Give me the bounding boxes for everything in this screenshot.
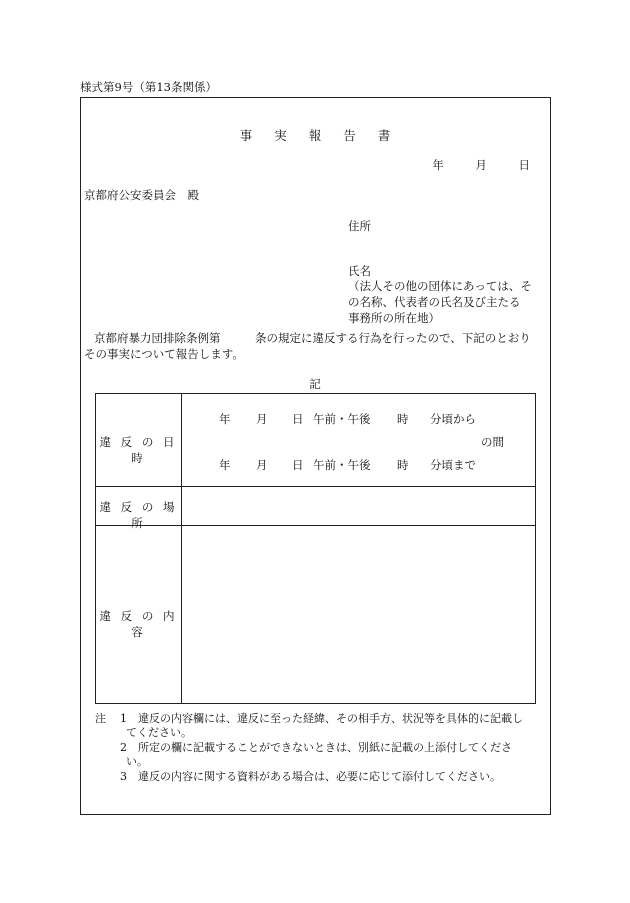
notes-prefix: 注 [95, 712, 106, 725]
form-number: 様式第9号（第13条関係） [80, 80, 217, 94]
note-number: 2 [120, 741, 127, 754]
note-text: てください。 [126, 726, 192, 739]
from-year: 年 [219, 412, 231, 426]
to-minute: 分頃まで [430, 458, 476, 472]
to-year: 年 [219, 458, 231, 472]
violation-table [95, 393, 536, 704]
to-ampm: 午前・午後 [313, 458, 371, 472]
body-text-line: その事実について報告します。 [84, 347, 244, 361]
from-ampm: 午前・午後 [313, 412, 371, 426]
from-minute: 分頃から [430, 412, 476, 426]
note-text: い。 [126, 755, 148, 768]
note-text: 違反の内容欄には、違反に至った経緯、その相手方、状況等を具体的に記載し [138, 712, 523, 725]
name-note-line: の名称、代表者の氏名及び主たる [348, 295, 521, 309]
name-note-line: 事務所の所在地） [348, 311, 440, 325]
ki-heading: 記 [309, 377, 321, 391]
from-day: 日 [292, 412, 304, 426]
note-number: 3 [120, 770, 127, 783]
name-label: 氏名 [348, 264, 371, 278]
document-title: 事実報告書 [239, 128, 413, 143]
name-note-line: （法人その他の団体にあっては、そ [348, 279, 532, 293]
body-text-line: 京都府暴力団排除条例第 条の規定に違反する行為を行ったので、下記のとおり [94, 331, 531, 345]
report-date [410, 160, 530, 172]
place-label: 違 反 の 場 所 [99, 500, 178, 530]
date-year: 年 [432, 158, 444, 172]
date-month: 月 [475, 158, 487, 172]
to-day: 日 [292, 458, 304, 472]
content-label: 違 反 の 内 容 [99, 609, 178, 639]
to-month: 月 [256, 458, 268, 472]
datetime-label: 違 反 の 日 時 [99, 435, 178, 465]
addressee: 京都府公安委員会 殿 [84, 188, 199, 202]
table-row-divider [96, 486, 535, 487]
from-month: 月 [256, 412, 268, 426]
from-hour: 時 [397, 412, 409, 426]
note-number: 1 [120, 712, 127, 725]
date-day: 日 [518, 158, 530, 172]
note-text: 所定の欄に記載することができないときは、別紙に記載の上添付してくださ [138, 741, 512, 754]
table-column-divider [181, 394, 182, 703]
to-hour: 時 [397, 458, 409, 472]
between-text: の間 [481, 435, 504, 449]
address-label: 住所 [348, 219, 371, 233]
note-text: 違反の内容に関する資料がある場合は、必要に応じて添付してください。 [138, 770, 501, 783]
